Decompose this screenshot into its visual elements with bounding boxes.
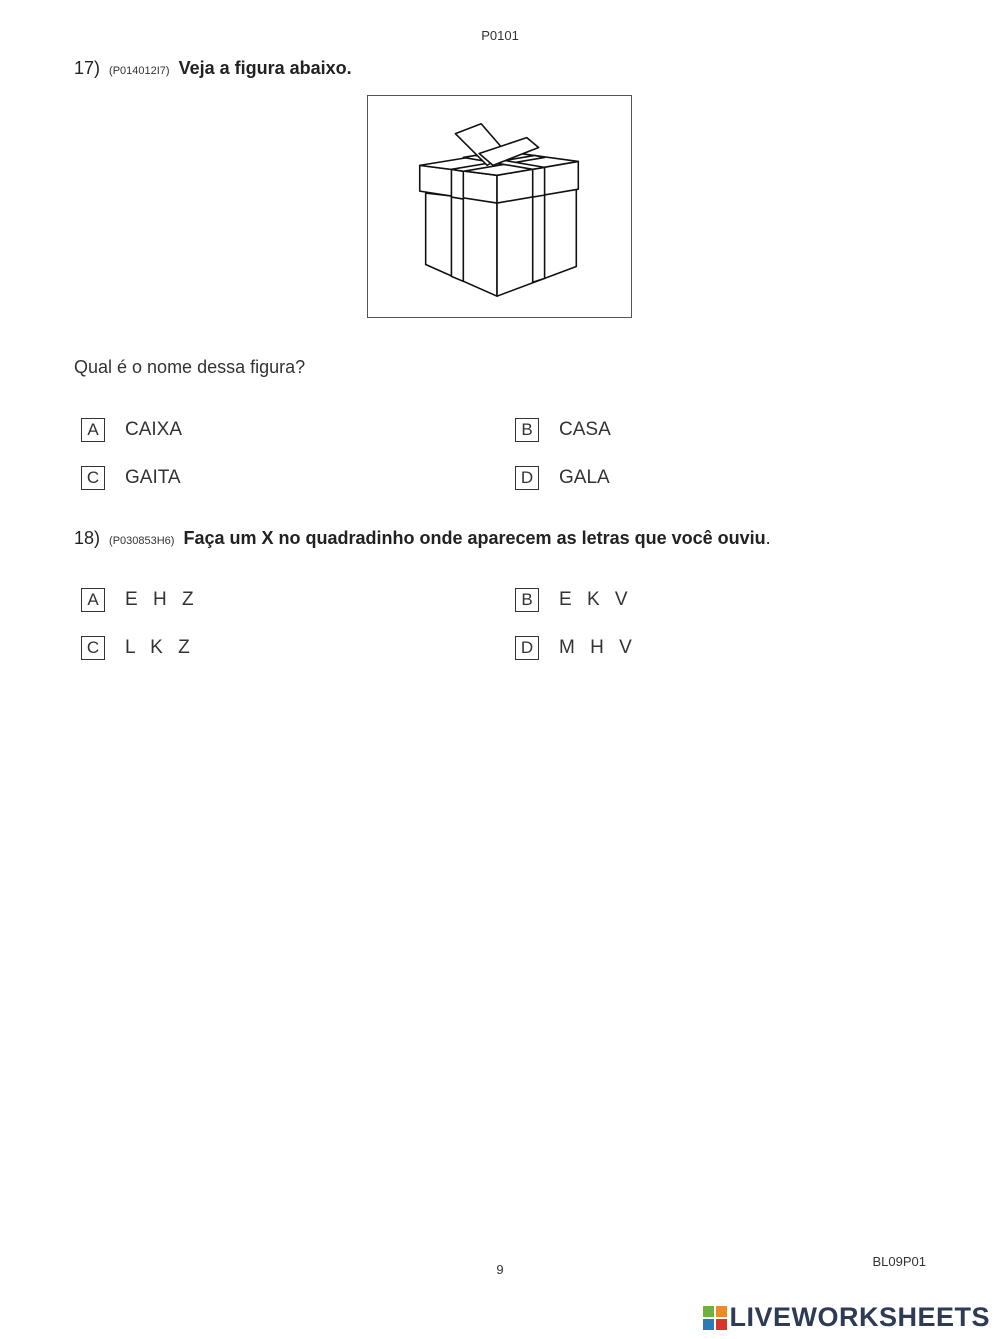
option-17-a[interactable] — [81, 418, 182, 442]
question-number: 18) — [74, 528, 101, 548]
option-text: CAIXA — [125, 419, 183, 440]
gift-box-figure — [367, 95, 632, 318]
question-17-prompt: Qual é o nome dessa figura? — [74, 357, 306, 377]
question-17-heading — [74, 58, 352, 79]
option-text: E H Z — [125, 589, 199, 610]
option-18-c[interactable] — [81, 636, 195, 660]
option-text: M H V — [559, 637, 637, 658]
option-letter-box[interactable]: C — [81, 466, 105, 490]
option-letter-box[interactable]: D — [515, 636, 539, 660]
option-letter-box[interactable]: C — [81, 636, 105, 660]
question-code: (P030853H6) — [109, 535, 175, 547]
footer-code: BL09P01 — [872, 1254, 926, 1269]
option-18-d[interactable] — [515, 636, 637, 660]
option-17-d[interactable] — [515, 466, 610, 490]
option-text: GALA — [559, 467, 610, 488]
option-letter-box[interactable]: B — [515, 588, 539, 612]
page-number: 9 — [496, 1262, 504, 1277]
option-text: CASA — [559, 419, 611, 440]
option-17-c[interactable] — [81, 466, 181, 490]
option-letter-box[interactable]: B — [515, 418, 539, 442]
option-text: L K Z — [125, 637, 195, 658]
question-text-end: . — [765, 528, 771, 548]
option-18-a[interactable] — [81, 588, 199, 612]
brand-name: LIVEWORKSHEETS — [729, 1302, 990, 1332]
page-header-code: P0101 — [481, 28, 519, 43]
question-text: Veja a figura abaixo. — [178, 58, 352, 78]
gift-box-icon — [368, 96, 631, 317]
option-letter-box[interactable]: A — [81, 418, 105, 442]
option-17-b[interactable] — [515, 418, 611, 442]
option-text: GAITA — [125, 467, 181, 488]
option-letter-box[interactable]: A — [81, 588, 105, 612]
option-letter-box[interactable]: D — [515, 466, 539, 490]
liveworksheets-logo-icon — [703, 1306, 727, 1330]
question-code: (P014012I7) — [109, 65, 170, 77]
option-18-b[interactable] — [515, 588, 633, 612]
question-number: 17) — [74, 58, 101, 78]
question-text: Faça um X no quadradinho onde aparecem as letras que você ouviu — [183, 528, 766, 548]
option-text: E K V — [559, 589, 633, 610]
question-18-heading — [74, 528, 771, 549]
liveworksheets-brand[interactable] — [703, 1302, 990, 1333]
